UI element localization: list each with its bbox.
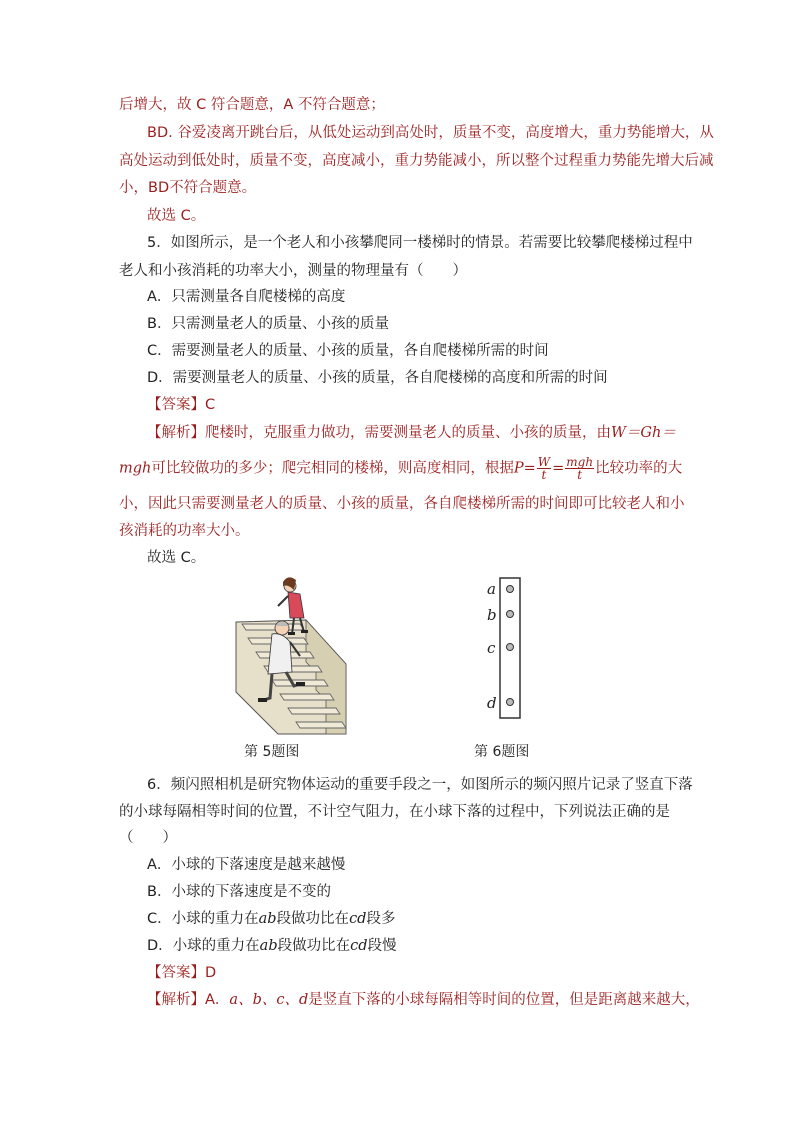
formula: P= (513, 460, 536, 477)
q5-answer (147, 395, 215, 415)
analysis-text: 可比较做功的多少；爬完相同的楼梯，则高度相同，根据 (151, 460, 514, 477)
prev-explanation-line: BD. 谷爱凌离开跳台后，从低处运动到高处时，质量不变，高度增大，重力势能增大，从 (147, 125, 714, 141)
q6-option-b: B．小球的下落速度是不变的 (147, 884, 331, 900)
q5-stem: 老人和小孩消耗的功率大小，测量的物理量有（ ） (119, 263, 467, 279)
q5-analysis-line (147, 423, 676, 443)
option-text: D．小球的重力在 (147, 938, 260, 954)
fraction-numerator: mgh (566, 455, 594, 469)
strobe-photo-figure (480, 576, 540, 720)
answer-tag: 【答案】 (147, 397, 205, 413)
position-label-c: c (487, 639, 496, 657)
analysis-tag: 【解析】 (147, 992, 205, 1008)
position-label-d: d (487, 694, 497, 712)
q6-stem: 6．频闪照相机是研究物体运动的重要手段之一，如图所示的频闪照片记录了竖直下落 (147, 777, 693, 793)
q6-stem: （ ） (119, 830, 177, 846)
q6-option-d (147, 936, 397, 956)
position-label-b: b (487, 606, 497, 624)
q6-analysis-line (147, 990, 700, 1010)
segment-label: cd (350, 938, 368, 954)
segment-label: ab (259, 938, 278, 954)
analysis-text: A． (205, 992, 230, 1008)
q5-option-d: D．需要测量老人的质量、小孩的质量，各自爬楼梯的高度和所需的时间 (147, 370, 608, 386)
q5-analysis-line: 小，因此只需要测量老人的质量、小孩的质量，各自爬楼梯所需的时间即可比较老人和小 (119, 496, 685, 512)
prev-explanation-line: 小，BD不符合题意。 (119, 180, 257, 196)
position-label-a: a (487, 580, 496, 598)
formula: mgh (119, 460, 152, 477)
q6-option-c (147, 909, 395, 929)
figure6-caption: 第 6题图 (474, 744, 530, 760)
ball-b (507, 611, 514, 618)
analysis-text: 是竖直下落的小球每隔相等时间的位置，但是距离越来越大， (308, 992, 700, 1008)
answer-value: D (205, 965, 217, 981)
analysis-tag: 【解析】 (147, 425, 205, 441)
answer-tag: 【答案】 (147, 965, 205, 981)
analysis-text: 爬楼时，克服重力做功，需要测量老人的质量、小孩的质量，由 (205, 425, 611, 441)
staircase-illustration (228, 572, 354, 736)
q5-option-a: A．只需测量各自爬楼梯的高度 (147, 289, 346, 305)
answer-value: C (205, 397, 216, 413)
ball-d (507, 699, 514, 706)
option-text: 段慢 (367, 938, 397, 954)
q5-analysis-line: 孩消耗的功率大小。 (119, 523, 250, 539)
option-text: 段做功比在 (276, 911, 350, 927)
prev-explanation-line: 后增大，故 C 符合题意，A 不符合题意； (119, 97, 385, 113)
fraction-mgh-over-t (565, 456, 594, 481)
segment-label: ab (258, 911, 277, 927)
ball-a (507, 586, 514, 593)
q5-option-b: B．只需测量老人的质量、小孩的质量 (147, 316, 389, 332)
segment-label: cd (349, 911, 367, 927)
position-letters: a、b、c、d (229, 992, 309, 1008)
q5-option-c: C．需要测量老人的质量、小孩的质量，各自爬楼梯所需的时间 (147, 343, 549, 359)
q5-analysis-line (119, 456, 682, 481)
q5-conclusion: 故选 C。 (147, 550, 206, 566)
fraction-numerator: W (537, 455, 551, 469)
option-text: 段多 (366, 911, 396, 927)
option-text: 段做功比在 (277, 938, 351, 954)
prev-conclusion: 故选 C。 (147, 208, 206, 224)
fraction-denominator: t (541, 468, 547, 482)
formula: W＝Gh＝ (611, 425, 676, 441)
prev-explanation-line: 高处运动到低处时，质量不变，高度减小，重力势能减小，所以整个过程重力势能先增大后减 (119, 153, 714, 169)
analysis-text: 比较功率的大 (595, 460, 683, 477)
fraction-w-over-t (537, 456, 551, 481)
q6-option-a: A．小球的下落速度是越来越慢 (147, 857, 346, 873)
q6-stem: 的小球每隔相等时间的位置，不计空气阻力，在小球下落的过程中，下列说法正确的是 (119, 804, 670, 820)
q5-stem: 5．如图所示，是一个老人和小孩攀爬同一楼梯时的情景。若需要比较攀爬楼梯过程中 (147, 235, 693, 251)
option-text: C．小球的重力在 (147, 911, 259, 927)
q6-answer (147, 963, 216, 983)
fraction-denominator: t (577, 468, 583, 482)
ball-c (507, 644, 514, 651)
figure5-caption: 第 5题图 (244, 744, 300, 760)
formula: = (552, 460, 565, 477)
